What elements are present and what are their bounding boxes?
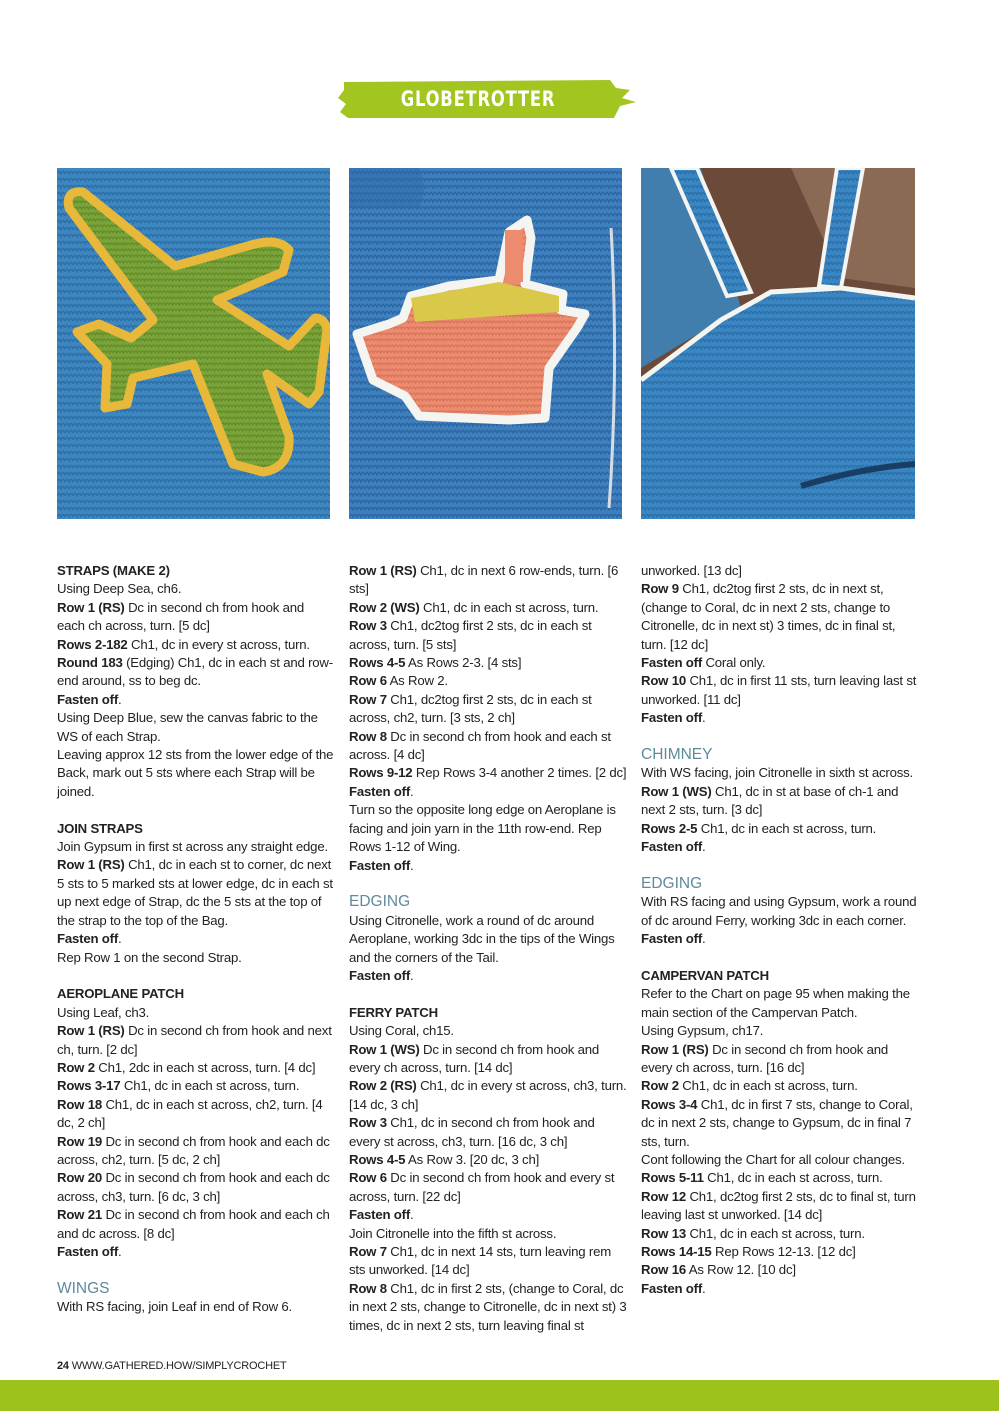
instruction-line: Row 2 (WS) Ch1, dc in each st across, turn. <box>349 599 599 615</box>
instruction-line: unworked. [13 dc] <box>641 563 742 578</box>
instruction-line: Using Leaf, ch3. <box>57 1004 150 1020</box>
instruction-line: Join Citronelle into the fifth st across. <box>349 1225 557 1241</box>
instruction-line: Rows 3-17 Ch1, dc in each st across, turn. <box>57 1078 300 1094</box>
instruction-line: Row 1 (WS) Ch1, dc in st at base of ch-1 and next 2 sts, turn. [3 dc] <box>641 783 899 818</box>
instruction-line: Fasten off. <box>641 931 706 947</box>
instruction-line: Row 20 Dc in second ch from hook and each dc across, ch3, turn. [6 dc, 3 ch] <box>57 1170 330 1204</box>
instruction-line: Using Citronelle, work a round of dc around Aeroplane, working 3dc in the tips of the Wings and the corners of the Tail. <box>349 912 615 965</box>
instruction-line: Fasten off Coral only. <box>641 655 766 671</box>
section-heading-join-straps: JOIN STRAPS <box>57 820 143 836</box>
instruction-line: Row 1 (RS) Dc in second ch from hook and every ch across, turn. [16 dc] <box>641 1041 889 1075</box>
instruction-line: Fasten off. <box>57 931 122 947</box>
instruction-line: Rows 9-12 Rep Rows 3-4 another 2 times. [2 dc] <box>349 765 627 781</box>
instruction-line: Row 16 As Row 12. [10 dc] <box>641 1262 796 1278</box>
strap-detail-photo <box>641 168 915 519</box>
instruction-line: Row 3 Ch1, dc2tog first 2 sts, dc in each st across, turn. [5 sts] <box>349 618 592 652</box>
instruction-line: Fasten off. <box>349 857 414 873</box>
instruction-line: Rows 2-5 Ch1, dc in each st across, turn. <box>641 820 877 836</box>
section-heading-straps: STRAPS (MAKE 2) <box>57 563 170 578</box>
instruction-line: Row 7 Ch1, dc2tog first 2 sts, dc in each st across, ch2, turn. [3 sts, 2 ch] <box>349 691 592 726</box>
section-heading-campervan-patch: CAMPERVAN PATCH <box>641 967 769 983</box>
instruction-line: Fasten off. <box>641 710 706 726</box>
instruction-line: Fasten off. <box>57 691 122 707</box>
instruction-line: Row 12 Ch1, dc2tog first 2 sts, dc to final st, turn leaving last st unworked. [14 dc] <box>641 1188 916 1223</box>
instruction-line: Rows 5-11 Ch1, dc in each st across, turn. <box>641 1170 883 1186</box>
subheading-wings: WINGS <box>57 1279 110 1297</box>
instruction-line: Row 6 Dc in second ch from hook and every st across, turn. [22 dc] <box>349 1170 615 1204</box>
instruction-line: Using Gypsum, ch17. <box>641 1023 764 1039</box>
instructions-column-2 <box>349 562 629 1335</box>
page-number: 24 <box>57 1360 69 1372</box>
instruction-line: Using Deep Sea, ch6. <box>57 581 182 597</box>
instruction-line: With WS facing, join Citronelle in sixth st across. <box>641 765 913 781</box>
instruction-line: Rep Row 1 on the second Strap. <box>57 949 242 965</box>
instruction-line: Row 18 Ch1, dc in each st across, ch2, turn. [4 dc, 2 ch] <box>57 1096 323 1131</box>
instructions-column-1 <box>57 562 335 1317</box>
instruction-line: Rows 3-4 Ch1, dc in first 7 sts, change to Coral, dc in next 2 sts, change to Gypsum, dc in final 7 sts, turn. <box>641 1096 913 1149</box>
instruction-line: Fasten off. <box>641 839 706 855</box>
subheading-chimney: CHIMNEY <box>641 746 713 764</box>
instruction-line: Round 183 (Edging) Ch1, dc in each st and row-end around, ss to beg dc. <box>57 655 333 689</box>
instruction-line: Row 13 Ch1, dc in each st across, turn. <box>641 1225 865 1241</box>
instruction-line: Using Coral, ch15. <box>349 1023 454 1039</box>
instruction-line: Row 1 (RS) Ch1, dc in next 6 row-ends, turn. [6 sts] <box>349 563 619 597</box>
instruction-line: With RS facing, join Leaf in end of Row 6. <box>57 1299 292 1315</box>
instruction-line: Row 7 Ch1, dc in next 14 sts, turn leaving rem sts unworked. [14 dc] <box>349 1244 612 1278</box>
instruction-line: Fasten off. <box>349 967 414 983</box>
instruction-line: Row 8 Ch1, dc in first 2 sts, (change to Coral, dc in next 2 sts, change to Citronelle, dc in next st) 3 times, dc in next 2 sts, turn leaving final st <box>349 1280 627 1333</box>
instruction-line: Fasten off. <box>641 1280 706 1296</box>
subheading-edging: EDGING <box>641 874 703 892</box>
instruction-line: Row 1 (RS) Dc in second ch from hook and next ch, turn. [2 dc] <box>57 1023 332 1057</box>
instruction-line: Row 3 Ch1, dc in second ch from hook and every st across, ch3, turn. [16 dc, 3 ch] <box>349 1115 595 1149</box>
instruction-line: Row 6 As Row 2. <box>349 673 448 689</box>
instruction-line: Row 19 Dc in second ch from hook and each dc across, ch2, turn. [5 dc, 2 ch] <box>57 1133 330 1167</box>
ferry-patch-photo <box>349 168 622 519</box>
aeroplane-patch-photo <box>57 168 330 519</box>
instruction-line: Fasten off. <box>57 1244 122 1259</box>
section-heading-ferry-patch: FERRY PATCH <box>349 1004 438 1020</box>
bottom-color-bar <box>0 1380 999 1411</box>
instruction-line: Using Deep Blue, sew the canvas fabric to the WS of each Strap. <box>57 710 318 744</box>
instruction-line: Rows 14-15 Rep Rows 12-13. [12 dc] <box>641 1243 856 1259</box>
instruction-line: Join Gypsum in first st across any straight edge. <box>57 839 328 855</box>
instruction-line: Fasten off. <box>349 1207 414 1223</box>
instruction-line: Turn so the opposite long edge on Aeroplane is facing and join yarn in the 11th row-end. Rep Rows 1-12 of Wing. <box>349 802 616 855</box>
section-heading-aeroplane-patch: AEROPLANE PATCH <box>57 986 184 1002</box>
instructions-column-3 <box>641 562 921 1298</box>
instruction-line: Row 2 (RS) Ch1, dc in every st across, ch3, turn. [14 dc, 3 ch] <box>349 1078 627 1112</box>
instruction-line: Rows 4-5 As Rows 2-3. [4 sts] <box>349 655 522 671</box>
instruction-line: Row 1 (RS) Ch1, dc in each st to corner, dc next 5 sts to 5 marked sts at lower edge, dc in each st up next edge of Strap, dc the 5 sts at the top of the strap to the top of the Bag. <box>57 857 333 928</box>
instruction-line: Row 21 Dc in second ch from hook and each ch and dc across. [8 dc] <box>57 1207 330 1241</box>
subheading-edging: EDGING <box>349 893 411 911</box>
instruction-line: Fasten off. <box>349 783 414 799</box>
collection-banner <box>338 78 638 153</box>
instruction-line: Row 10 Ch1, dc in first 11 sts, turn leaving last st unworked. [11 dc] <box>641 673 917 707</box>
instruction-line: Row 1 (RS) Dc in second ch from hook and each ch across, turn. [5 dc] <box>57 599 305 634</box>
footer-url[interactable]: WWW.GATHERED.HOW/SIMPLYCROCHET <box>71 1360 287 1372</box>
instruction-line: Row 2 Ch1, 2dc in each st across, turn. [4 dc] <box>57 1059 316 1075</box>
instruction-line: Refer to the Chart on page 95 when making the main section of the Campervan Patch. <box>641 986 910 1020</box>
instruction-line: Row 9 Ch1, dc2tog first 2 sts, dc in next st, (change to Coral, dc in next 2 sts, change to Citronelle, dc in next st) 3 times, dc in final st, turn. [12 dc] <box>641 581 896 652</box>
instruction-line: Rows 4-5 As Row 3. [20 dc, 3 ch] <box>349 1151 540 1167</box>
instruction-line: Leaving approx 12 sts from the lower edge of the Back, mark out 5 sts where each Strap will be joined. <box>57 747 334 799</box>
collection-title: GLOBETROTTER COLLECTION <box>400 87 556 153</box>
instruction-line: Row 2 Ch1, dc in each st across, turn. <box>641 1078 858 1094</box>
instruction-line: With RS facing and using Gypsum, work a round of dc around Ferry, working 3dc in each corner. <box>641 894 917 928</box>
instruction-line: Rows 2-182 Ch1, dc in every st across, turn. <box>57 636 310 652</box>
page-footer <box>57 1360 287 1372</box>
instruction-line: Row 1 (WS) Dc in second ch from hook and every ch across, turn. [14 dc] <box>349 1041 599 1075</box>
instruction-line: Row 8 Dc in second ch from hook and each st across. [4 dc] <box>349 728 611 763</box>
instruction-line: Cont following the Chart for all colour changes. <box>641 1151 905 1167</box>
